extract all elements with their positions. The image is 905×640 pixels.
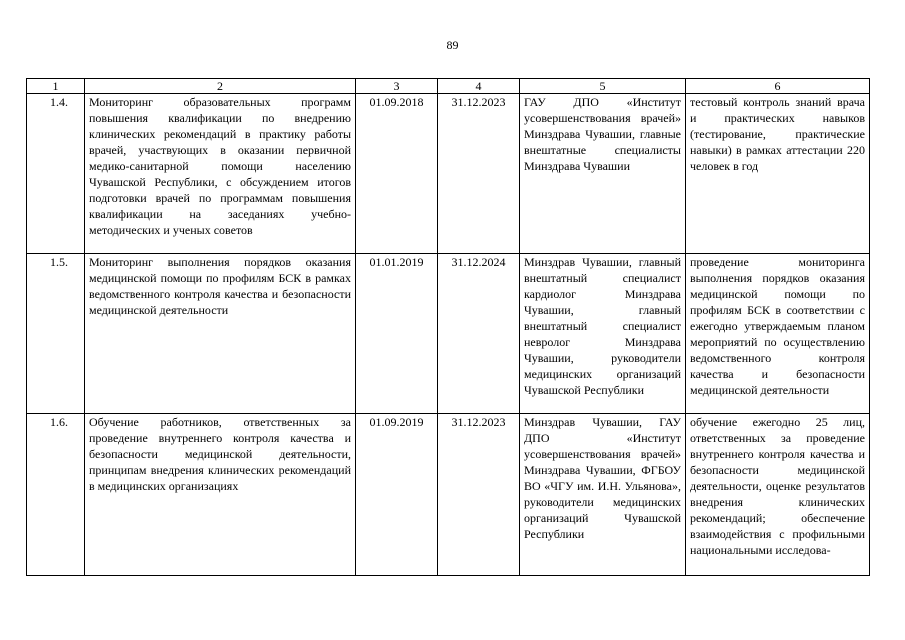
executor: Минздрав Чувашии, главный внештатный специалист кардиолог Минздрава Чувашии, главный внештатный специалист невролог Минздрава Чувашии, руководители медицинских организаций Чувашской Республики (520, 254, 686, 414)
end-date: 31.12.2023 (438, 414, 520, 576)
header-cell: 2 (85, 79, 356, 94)
expected-result: тестовый контроль знаний врача и практических навыков (тестирование, практические навыки) в рамках аттестации 220 человек в год (686, 94, 870, 254)
end-date: 31.12.2023 (438, 94, 520, 254)
header-cell: 3 (356, 79, 438, 94)
executor: ГАУ ДПО «Институт усовершенствования врачей» Минздрава Чувашии, главные внештатные специалисты Минздрава Чувашии (520, 94, 686, 254)
start-date: 01.09.2018 (356, 94, 438, 254)
header-cell: 4 (438, 79, 520, 94)
table-header-row (27, 79, 870, 94)
expected-result: проведение мониторинга выполнения порядков оказания медицинской помощи по профилям БСК в соответствии с ежегодно утверждаемым планом мероприятий по осуществлению ведомственного контроля качества и безопасности медицинской деятельности (686, 254, 870, 414)
table-row (27, 94, 870, 254)
row-number: 1.5. (27, 254, 85, 414)
start-date: 01.09.2019 (356, 414, 438, 576)
executor: Минздрав Чувашии, ГАУ ДПО «Институт усовершенствования врачей» Минздрава Чувашии, ФГБОУ ВО «ЧГУ им. И.Н. Ульянова», руководители медицинских организаций Чувашской Республики (520, 414, 686, 576)
plan-table (26, 78, 870, 576)
header-cell: 5 (520, 79, 686, 94)
end-date: 31.12.2024 (438, 254, 520, 414)
activity-description: Обучение работников, ответственных за проведение внутреннего контроля качества и безопасности медицинской деятельности, принципам внедрения клинических рекомендаций в медицинских организациях (85, 414, 356, 576)
expected-result: обучение ежегодно 25 лиц, ответственных за проведение внутреннего контроля качества и безопасности медицинской деятельности, оценке результатов внедрения клинических рекомендаций; обеспечение взаимодействия с профильными национальными исследова- (686, 414, 870, 576)
page-number: 89 (446, 38, 459, 52)
row-number: 1.6. (27, 414, 85, 576)
header-cell: 1 (27, 79, 85, 94)
start-date: 01.01.2019 (356, 254, 438, 414)
activity-description: Мониторинг выполнения порядков оказания медицинской помощи по профилям БСК в рамках ведомственного контроля качества и безопасности медицинской деятельности (85, 254, 356, 414)
table-row (27, 414, 870, 576)
activity-description: Мониторинг образовательных программ повышения квалификации по внедрению клинических рекомендаций в практику работы врачей, участвующих в оказании первичной медико-санитарной помощи населению Чувашской Республики, с обсуждением итогов подготовки врачей по программам повышения квалификации на заседаниях учебно-методических и ученых советов (85, 94, 356, 254)
header-cell: 6 (686, 79, 870, 94)
table-row (27, 254, 870, 414)
row-number: 1.4. (27, 94, 85, 254)
